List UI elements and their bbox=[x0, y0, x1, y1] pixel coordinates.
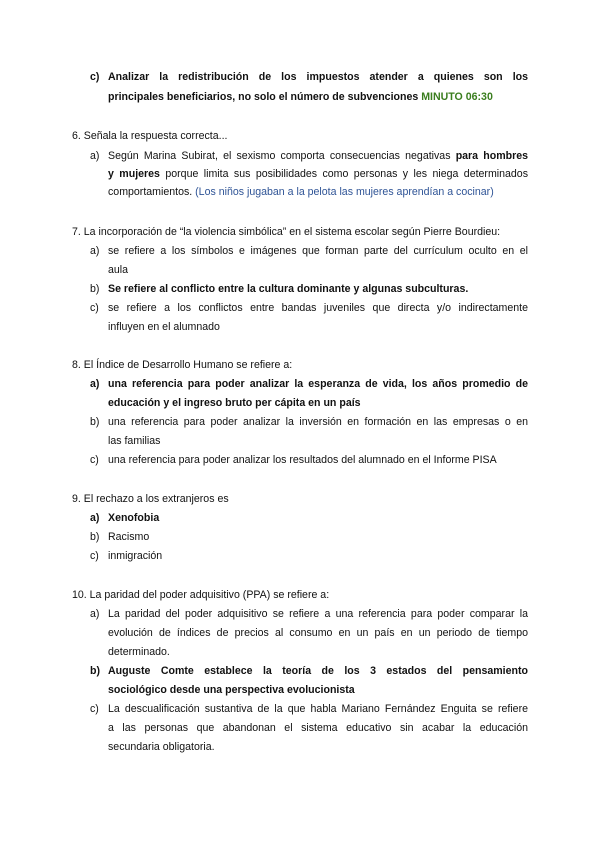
answer-line: a las personas que abandonan el sistema educativo sin acabar la educación bbox=[108, 722, 528, 734]
answer-highlight: para hombres bbox=[455, 150, 528, 162]
option-label: c) bbox=[90, 302, 99, 314]
option-label: b) bbox=[90, 665, 100, 677]
correct-answer: sociológico desde una perspectiva evolucionista bbox=[108, 684, 355, 696]
timestamp-note: MINUTO 06:30 bbox=[421, 91, 493, 103]
option-label: c) bbox=[90, 703, 99, 715]
answer-line: se refiere a los símbolos e imágenes que forman parte del currículum oculto en el bbox=[108, 245, 528, 257]
correct-answer: educación y el ingreso bruto per cápita en un país bbox=[108, 397, 361, 409]
answer-line bbox=[108, 150, 528, 163]
option-label: a) bbox=[90, 512, 100, 524]
correct-answer: una referencia para poder analizar la esperanza de vida, los años promedio de bbox=[108, 378, 528, 390]
option-label: a) bbox=[90, 245, 100, 257]
correct-answer: Se refiere al conflicto entre la cultura dominante y algunas subculturas. bbox=[108, 283, 469, 295]
answer-line: una referencia para poder analizar la inversión en formación en las empresas o en bbox=[108, 416, 528, 428]
answer-line: aula bbox=[108, 264, 129, 276]
answer-line: determinado. bbox=[108, 646, 170, 658]
option-label: b) bbox=[90, 531, 100, 543]
question-title: 9. El rechazo a los extranjeros es bbox=[72, 493, 229, 505]
option-label: b) bbox=[90, 416, 100, 428]
answer-line: La descualificación sustantiva de la que habla Mariano Fernández Enguita se refiere bbox=[108, 703, 528, 715]
question-title: 10. La paridad del poder adquisitivo (PPA) se refiere a: bbox=[72, 589, 330, 601]
answer-highlight: y mujeres bbox=[108, 168, 160, 180]
answer-line: se refiere a los conflictos entre bandas juveniles que directa y/o indirectamente bbox=[108, 302, 528, 314]
option-label: a) bbox=[90, 378, 100, 390]
answer-text: principales beneficiarios, no solo el número de subvenciones bbox=[108, 91, 419, 103]
answer-text: porque limita sus posibilidades como personas y les niega determinados bbox=[165, 168, 528, 180]
option-label: b) bbox=[90, 283, 100, 295]
question-title: 8. El Índice de Desarrollo Humano se refiere a: bbox=[72, 359, 293, 371]
question-title: 7. La incorporación de “la violencia simbólica” en el sistema escolar según Pierre Bourdieu: bbox=[72, 226, 501, 238]
answer-note: (Los niños jugaban a la pelota las mujeres aprendían a cocinar) bbox=[195, 186, 494, 198]
answer-text: Según Marina Subirat, el sexismo comporta consecuencias negativas bbox=[108, 150, 451, 162]
answer-line: las familias bbox=[108, 435, 161, 447]
answer-line: influyen en el alumnado bbox=[108, 321, 220, 333]
correct-answer: Xenofobia bbox=[108, 512, 160, 524]
answer-line: una referencia para poder analizar los resultados del alumnado en el Informe PISA bbox=[108, 454, 497, 466]
option-label: c) bbox=[90, 454, 99, 466]
option-label: c) bbox=[90, 71, 100, 83]
answer-line: La paridad del poder adquisitivo se refiere a una referencia para poder comparar la bbox=[108, 608, 528, 620]
answer-line: secundaria obligatoria. bbox=[108, 741, 215, 753]
answer-line: evolución de índices de precios al consumo en un país en un periodo de tiempo bbox=[108, 627, 528, 639]
option-label: a) bbox=[90, 608, 100, 620]
option-label: a) bbox=[90, 150, 100, 162]
answer-line: inmigración bbox=[108, 550, 163, 562]
answer-line: Analizar la redistribución de los impuestos atender a quienes son los bbox=[108, 71, 528, 83]
answer-line: Racismo bbox=[108, 531, 150, 543]
answer-line bbox=[108, 186, 494, 199]
answer-line bbox=[108, 168, 528, 181]
option-label: c) bbox=[90, 550, 99, 562]
question-title: 6. Señala la respuesta correcta... bbox=[72, 130, 228, 142]
answer-text: comportamientos. bbox=[108, 186, 193, 198]
answer-line bbox=[108, 91, 493, 104]
correct-answer: Auguste Comte establece la teoría de los 3 estados del pensamiento bbox=[108, 665, 528, 677]
